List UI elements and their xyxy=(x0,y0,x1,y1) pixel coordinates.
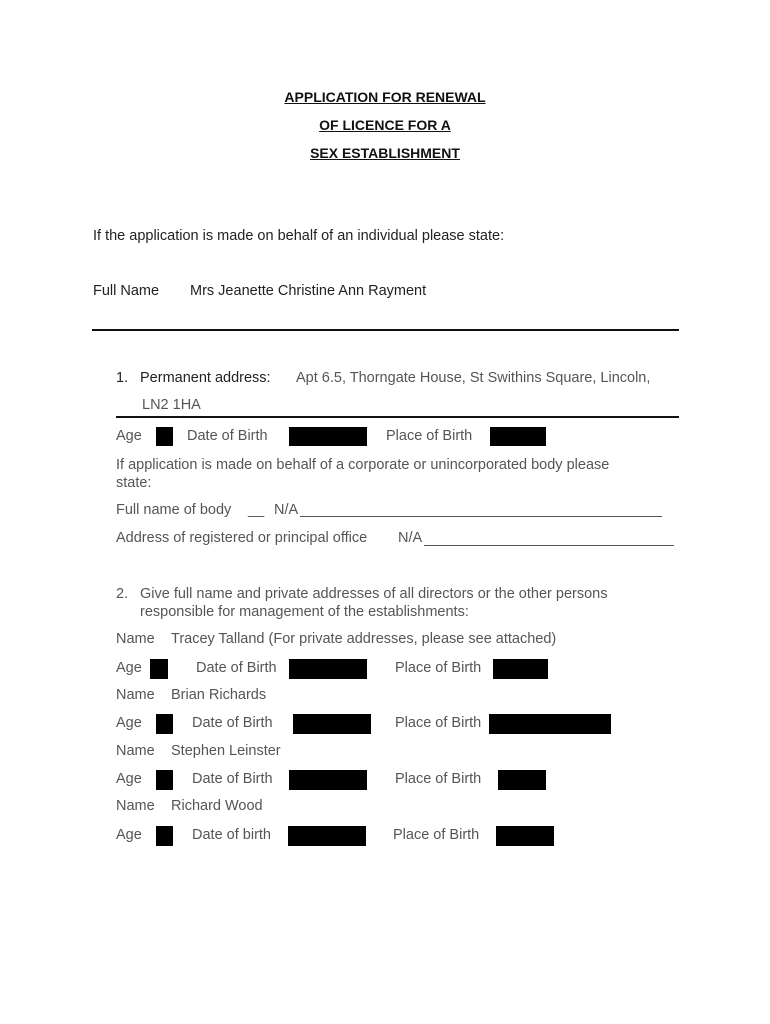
section2-number: 2. xyxy=(116,586,129,602)
person-pob-label: Place of Birth xyxy=(395,715,482,731)
person-name-label: Name xyxy=(116,687,155,703)
pob-label: Place of Birth xyxy=(386,428,473,444)
title-line-2: OF LICENCE FOR A xyxy=(319,117,451,133)
redaction-pob xyxy=(496,826,554,846)
person-dob-label: Date of Birth xyxy=(192,771,273,787)
person-name: Brian Richards xyxy=(171,687,267,703)
redaction-dob xyxy=(289,427,367,446)
permanent-address-label: Permanent address: xyxy=(140,370,271,386)
redaction-age xyxy=(156,427,173,446)
section1-number: 1. xyxy=(116,370,129,386)
person-pob-label: Place of Birth xyxy=(393,827,480,843)
person-name-label: Name xyxy=(116,743,155,759)
full-name-value: Mrs Jeanette Christine Ann Rayment xyxy=(190,283,427,299)
office-underline xyxy=(424,545,674,546)
redaction-dob xyxy=(293,714,371,734)
permanent-address-line2: LN2 1HA xyxy=(142,397,201,413)
person-dob-label: Date of Birth xyxy=(192,715,273,731)
person-name-label: Name xyxy=(116,798,155,814)
person-name: Richard Wood xyxy=(171,798,263,814)
corporate-intro-line1: If application is made on behalf of a corporate or unincorporated body please xyxy=(116,457,610,473)
age-label: Age xyxy=(116,428,142,444)
redaction-dob xyxy=(289,770,367,790)
person-age-label: Age xyxy=(116,715,142,731)
dob-label: Date of Birth xyxy=(187,428,268,444)
title-line-1: APPLICATION FOR RENEWAL xyxy=(284,89,486,105)
title-line-3: SEX ESTABLISHMENT xyxy=(310,145,460,161)
person-dob-label: Date of Birth xyxy=(196,660,277,676)
office-value: N/A xyxy=(398,530,423,546)
person-dob-label: Date of birth xyxy=(192,827,271,843)
person-age-label: Age xyxy=(116,660,142,676)
body-name-value: N/A xyxy=(274,502,299,518)
redaction-age xyxy=(156,714,173,734)
address-underline xyxy=(116,416,679,418)
section2-intro-line2: responsible for management of the establishments: xyxy=(140,604,469,620)
person-age-label: Age xyxy=(116,827,142,843)
body-name-blank: __ xyxy=(248,502,265,518)
redaction-pob xyxy=(493,659,548,679)
office-label: Address of registered or principal office xyxy=(116,530,368,546)
person-age-label: Age xyxy=(116,771,142,787)
redaction-dob xyxy=(288,826,366,846)
person-name-label: Name xyxy=(116,631,155,647)
person-name: Tracey Talland (For private addresses, please see attached) xyxy=(171,631,557,647)
person-pob-label: Place of Birth xyxy=(395,771,482,787)
person-pob-label: Place of Birth xyxy=(395,660,482,676)
redaction-pob xyxy=(490,427,546,446)
redaction-age xyxy=(150,659,168,679)
redaction-pob xyxy=(489,714,611,734)
corporate-intro-line2: state: xyxy=(116,475,152,491)
redaction-dob xyxy=(289,659,367,679)
redaction-age xyxy=(156,826,173,846)
individual-intro: If the application is made on behalf of an individual please state: xyxy=(93,228,505,244)
person-name: Stephen Leinster xyxy=(171,743,281,759)
full-name-label: Full Name xyxy=(93,283,160,299)
redaction-age xyxy=(156,770,173,790)
section2-intro-line1: Give full name and private addresses of all directors or the other persons xyxy=(140,586,608,602)
redaction-pob xyxy=(498,770,546,790)
permanent-address-line1: Apt 6.5, Thorngate House, St Swithins Square, Lincoln, xyxy=(296,370,651,386)
section-divider xyxy=(92,329,679,331)
body-name-underline xyxy=(300,516,662,517)
body-name-label: Full name of body xyxy=(116,502,232,518)
